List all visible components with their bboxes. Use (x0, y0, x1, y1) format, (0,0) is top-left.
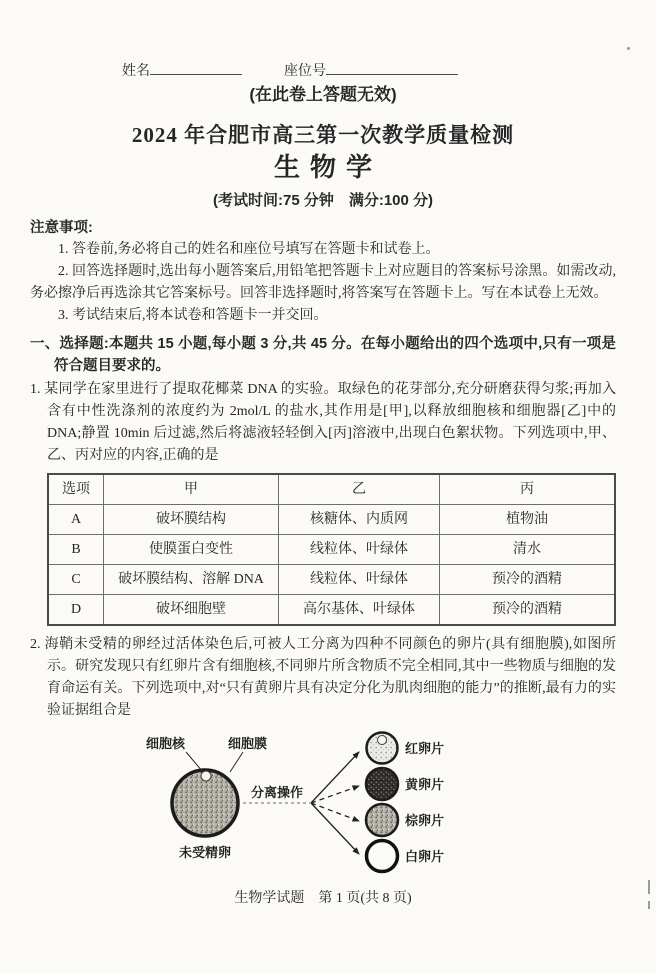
table-cell: 核糖体、内质网 (279, 505, 440, 535)
table-row-d (48, 595, 615, 626)
white-fragment-label: 白卵片 (405, 849, 445, 864)
yellow-fragment-shape (366, 768, 398, 800)
question-1-table (47, 473, 616, 626)
table-row-b (48, 535, 615, 565)
table-header-row (48, 474, 615, 505)
table-cell: 预冷的酒精 (440, 565, 616, 595)
seat-label: 座位号 (284, 64, 326, 79)
exam-title: 2024 年合肥市高三第一次教学质量检测 (131, 123, 515, 147)
table-cell: 破坏膜结构、溶解 DNA (104, 565, 279, 595)
seat-blank (326, 60, 458, 75)
white-fragment-shape (367, 841, 398, 872)
question-2-text: 2. 海鞘未受精的卵经过活体染色后,可被人工分离为四种不同颜色的卵片(具有细胞膜),如图所示。研究发现只有红卵片含有细胞核,不同卵片所含物质不完全相同,其中一些物质与细胞的发育命运有关。下列选项中,对“只有黄卵片具有决定分化为肌肉细胞的能力”的推断,最有力的实验证据组合是 (30, 637, 616, 718)
egg-separation-figure (130, 726, 530, 884)
red-fragment-nucleus (378, 736, 387, 745)
table-row-c (48, 565, 615, 595)
arrow-to-red (311, 752, 359, 803)
table-cell: A (48, 505, 104, 535)
table-cell: 线粒体、叶绿体 (279, 565, 440, 595)
note-item-3: 3. 考试结束后,将本试卷和答题卡一并交回。 (58, 308, 328, 323)
table-cell: D (48, 595, 104, 626)
name-label: 姓名 (122, 64, 150, 79)
nucleus-shape (201, 771, 211, 781)
arrow-to-brown (311, 803, 359, 821)
table-cell: 清水 (440, 535, 616, 565)
note-item-2: 2. 回答选择题时,选出每小题答案后,用铅笔把答题卡上对应题目的答案标号涂黑。如需改动,务必擦净后再选涂其它答案标号。回答非选择题时,将答案写在答题卡上。写在本试卷上无效。 (30, 264, 616, 301)
table-row-a (48, 505, 615, 535)
table-cell: 高尔基体、叶绿体 (279, 595, 440, 626)
table-header-cell: 丙 (440, 474, 616, 505)
scan-artifact (648, 901, 650, 909)
table-header-cell: 甲 (104, 474, 279, 505)
red-fragment-label: 红卵片 (405, 741, 445, 756)
table-cell: 破坏细胞壁 (104, 595, 279, 626)
notes-heading: 注意事项: (30, 220, 93, 236)
notes-section (30, 217, 616, 327)
question-2-diagram (130, 726, 616, 884)
scan-artifact (648, 880, 650, 894)
brown-fragment-label: 棕卵片 (405, 813, 445, 828)
nucleus-leader-line (186, 752, 203, 772)
separation-operation-label: 分离操作 (250, 785, 304, 800)
name-blank (150, 60, 242, 75)
table-cell: 使膜蛋白变性 (104, 535, 279, 565)
membrane-leader-line (230, 752, 243, 772)
table-header-cell: 乙 (279, 474, 440, 505)
table-cell: 破坏膜结构 (104, 505, 279, 535)
scan-artifact (627, 47, 630, 50)
arrow-to-white (311, 803, 359, 854)
name-seat-row (122, 60, 616, 83)
note-item-1: 1. 答卷前,务必将自己的姓名和座位号填写在答题卡和试卷上。 (58, 242, 440, 257)
yellow-fragment-label: 黄卵片 (405, 777, 445, 792)
exam-info: (考试时间:75 分钟 满分:100 分) (212, 192, 434, 209)
section1-heading: 一、选择题:本题共 15 小题,每小题 3 分,共 45 分。在每小题给出的四个选项中,只有一项是符合题目要求的。 (30, 336, 616, 374)
subject-title: 生物学 (273, 152, 382, 182)
question-1-text: 1. 某同学在家里进行了提取花椰菜 DNA 的实验。取绿色的花芽部分,充分研磨获得匀浆;再加入含有中性洗涤剂的浓度约为 2mol/L 的盐水,其作用是[甲],以释放细胞核和细胞器[乙]中的 DNA;静置 10min 后过滤,然后将滤液轻轻倒入[丙]溶液中,出现白色絮状物。下列选项中,甲、乙、丙对应的内容,正确的是 (30, 382, 616, 463)
table-cell: 植物油 (440, 505, 616, 535)
invalid-notice: (在此卷上答题无效) (249, 85, 397, 104)
nucleus-label: 细胞核 (146, 736, 186, 751)
table-header-cell: 选项 (48, 474, 104, 505)
table-cell: B (48, 535, 104, 565)
table-cell: C (48, 565, 104, 595)
table-cell: 线粒体、叶绿体 (279, 535, 440, 565)
page-footer: 生物学试题 第 1 页(共 8 页) (234, 891, 412, 906)
table-cell: 预冷的酒精 (440, 595, 616, 626)
unfertilized-egg-label: 未受精卵 (178, 845, 232, 860)
membrane-label: 细胞膜 (228, 736, 268, 751)
brown-fragment-shape (366, 804, 398, 836)
